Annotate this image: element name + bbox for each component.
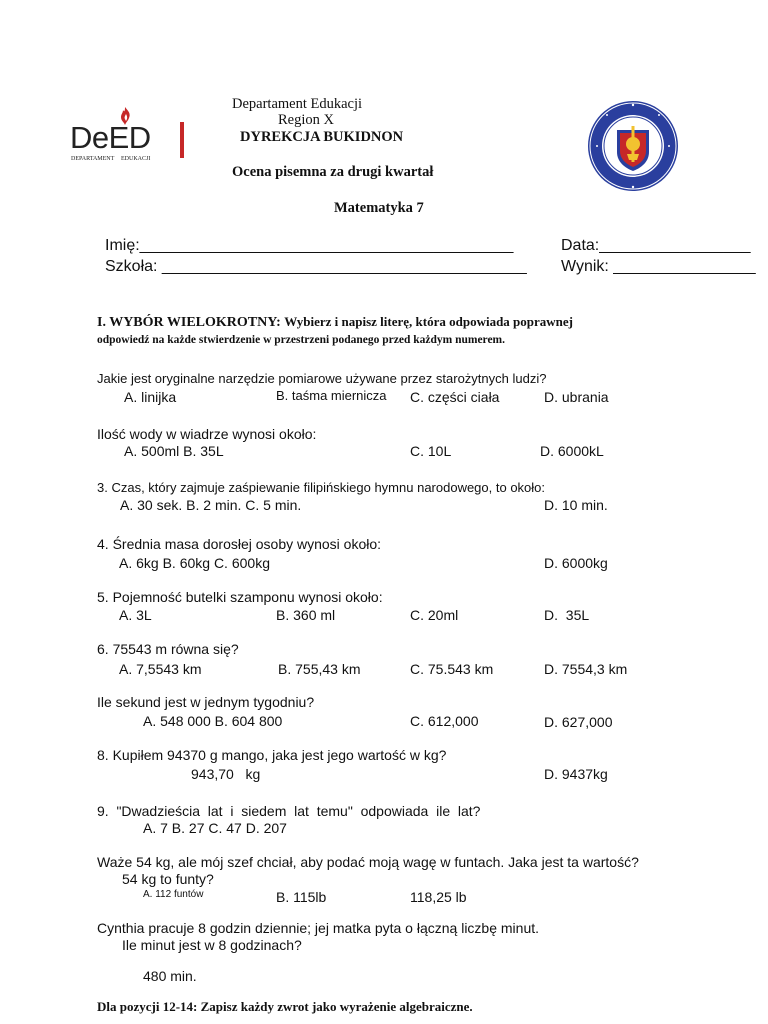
- question-8-option-c: 943,70 kg: [191, 766, 261, 782]
- question-4-text: 4. Średnia masa dorosłej osoby wynosi około:: [97, 536, 382, 552]
- question-6-option-c: C. 75.543 km: [410, 661, 494, 677]
- question-3-options-abc: A. 30 sek. B. 2 min. C. 5 min.: [120, 497, 302, 513]
- question-2-option-d: D. 6000kL: [540, 443, 604, 459]
- question-6-text: 6. 75543 m równa się?: [97, 641, 239, 657]
- school-field[interactable]: Szkoła: _________________________________________: [105, 258, 527, 275]
- question-10-text-line2: 54 kg to funty?: [122, 871, 214, 887]
- question-5-text: 5. Pojemność butelki szamponu wynosi około:: [97, 589, 383, 605]
- question-2-text: Ilość wody w wiadrze wynosi około:: [97, 426, 317, 442]
- division-name: DYREKCJA BUKIDNON: [240, 129, 404, 145]
- question-1-text: Jakie jest oryginalne narzędzie pomiarowe używane przez starożytnych ludzi?: [97, 371, 547, 386]
- question-10-text: Waże 54 kg, ale mój szef chciał, aby podać moją wagę w funtach. Jaka jest ta wartość?: [97, 854, 639, 870]
- question-2-option-c: C. 10L: [410, 443, 452, 459]
- question-7-text: Ile sekund jest w jednym tygodniu?: [97, 694, 315, 710]
- name-field[interactable]: Imię:__________________________________________: [105, 237, 514, 254]
- question-11-text: Cynthia pracuje 8 godzin dziennie; jej matka pyta o łączną liczbę minut.: [97, 920, 540, 936]
- logo-text: DeED: [70, 120, 151, 155]
- question-2-options-ab: A. 500ml B. 35L: [124, 443, 224, 459]
- question-11-text-line2: Ile minut jest w 8 godzinach?: [122, 937, 302, 953]
- exam-title: Ocena pisemna za drugi kwartał: [232, 164, 434, 180]
- question-4-option-d: D. 6000kg: [544, 555, 608, 571]
- question-5-option-b: B. 360 ml: [276, 607, 336, 623]
- question-1-option-a: A. linijka: [124, 389, 177, 405]
- question-5-option-c: C. 20ml: [410, 607, 459, 623]
- question-10-option-b: B. 115lb: [276, 889, 327, 905]
- question-11-answer: 480 min.: [143, 968, 197, 984]
- section1-title: I. WYBÓR WIELOKROTNY:: [97, 315, 281, 330]
- section2-instruction: Dla pozycji 12-14: Zapisz każdy zwrot jako wyrażenie algebraiczne.: [97, 999, 473, 1014]
- question-6-option-b: B. 755,43 km: [278, 661, 361, 677]
- section1-instruction-line2: odpowiedź na każde stwierdzenie w przestrzeni podanego przed każdym numerem.: [97, 334, 506, 346]
- logo-accent-bar: [180, 122, 184, 158]
- question-6-option-a: A. 7,5543 km: [119, 661, 202, 677]
- question-3-text: 3. Czas, który zajmuje zaśpiewanie filipińskiego hymnu narodowego, to około:: [97, 480, 546, 495]
- score-field[interactable]: Wynik: ________________: [561, 258, 756, 275]
- question-5-option-a: A. 3L: [119, 607, 152, 623]
- logo-subtext-left: DEPARTAMENT: [71, 156, 115, 162]
- question-8-text: 8. Kupiłem 94370 g mango, jaka jest jego wartość w kg?: [97, 747, 447, 763]
- deped-seal-icon: [587, 100, 679, 192]
- question-1-option-b: B. taśma miernicza: [276, 388, 387, 403]
- question-9-options: A. 7 B. 27 C. 47 D. 207: [143, 820, 287, 836]
- question-1-option-c: C. części ciała: [410, 389, 500, 405]
- question-8-option-d: D. 9437kg: [544, 766, 608, 782]
- date-field[interactable]: Data:_________________: [561, 237, 751, 254]
- question-6-option-d: D. 7554,3 km: [544, 661, 628, 677]
- question-7-option-d: D. 627,000: [544, 714, 613, 730]
- subject-title: Matematyka 7: [334, 200, 424, 216]
- question-4-options-abc: A. 6kg B. 60kg C. 600kg: [119, 555, 270, 571]
- question-5-option-d: D. 35L: [544, 607, 590, 623]
- section1-heading: [97, 314, 573, 331]
- question-3-option-d: D. 10 min.: [544, 497, 608, 513]
- question-7-options-ab: A. 548 000 B. 604 800: [143, 713, 283, 729]
- question-1-option-d: D. ubrania: [544, 389, 609, 405]
- question-10-option-a: A. 112 funtów: [143, 889, 204, 900]
- deped-logo: [66, 106, 186, 166]
- question-9-text: 9. "Dwadzieścia lat i siedem lat temu" odpowiada ile lat?: [97, 803, 481, 819]
- question-10-option-c: 118,25 lb: [410, 889, 467, 905]
- logo-subtext-right: EDUKACJI: [121, 156, 151, 162]
- department-name: Departament Edukacji: [232, 96, 363, 112]
- section1-instruction-line1: Wybierz i napisz literę, która odpowiada poprawnej: [284, 314, 573, 329]
- question-7-option-c: C. 612,000: [410, 713, 479, 729]
- region-name: Region X: [278, 112, 334, 128]
